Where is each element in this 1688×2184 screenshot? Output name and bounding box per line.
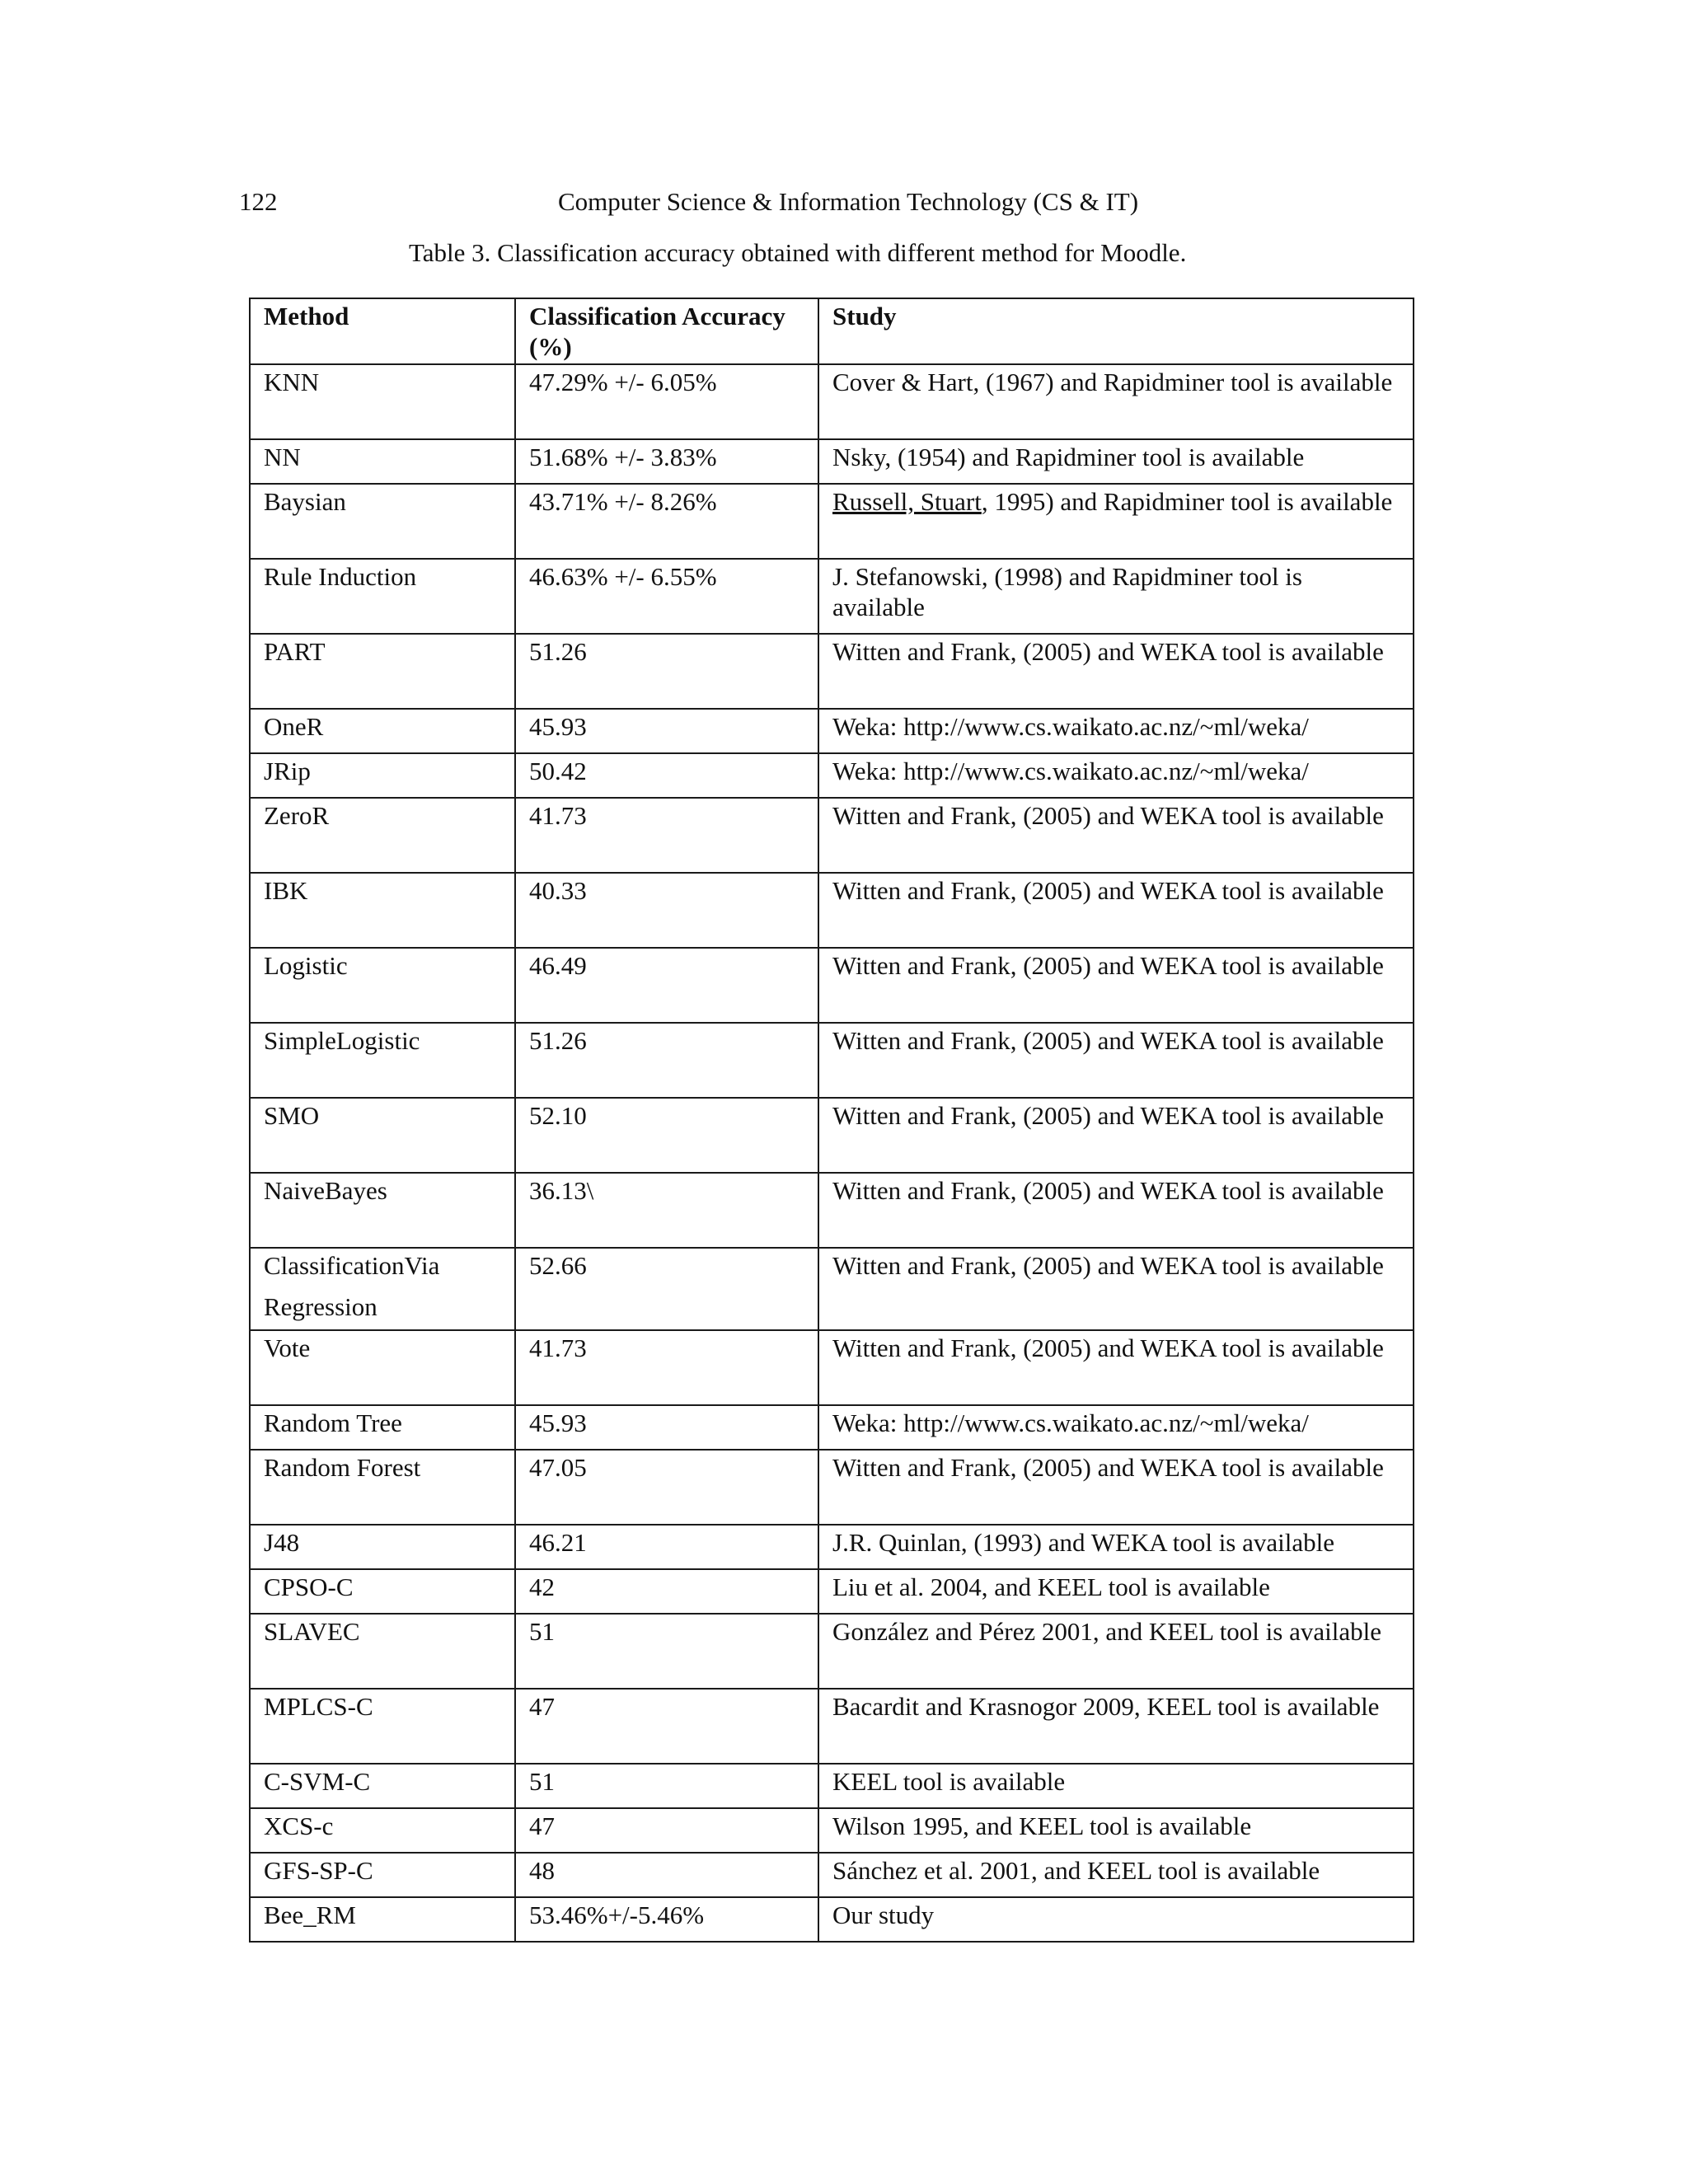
table-row	[250, 1098, 1414, 1173]
accuracy-cell: 47	[515, 1689, 818, 1764]
accuracy-cell: 41.73	[515, 798, 818, 873]
accuracy-cell: 40.33	[515, 873, 818, 948]
table-header-row	[250, 298, 1414, 364]
accuracy-cell: 51.26	[515, 634, 818, 709]
study-cell: Our study	[818, 1897, 1414, 1942]
table-caption: Table 3. Classification accuracy obtained with different method for Moodle.	[409, 238, 1187, 267]
accuracy-cell: 53.46%+/-5.46%	[515, 1897, 818, 1942]
table-row	[250, 1808, 1414, 1853]
method-cell: SMO	[250, 1098, 515, 1173]
method-cell: NN	[250, 439, 515, 484]
accuracy-cell: 46.21	[515, 1525, 818, 1569]
accuracy-cell: 51.26	[515, 1023, 818, 1098]
method-cell: PART	[250, 634, 515, 709]
method-cell: NaiveBayes	[250, 1173, 515, 1248]
accuracy-cell: 50.42	[515, 753, 818, 798]
table-row	[250, 1248, 1414, 1330]
method-cell: SimpleLogistic	[250, 1023, 515, 1098]
method-cell: Rule Induction	[250, 559, 515, 634]
method-cell: OneR	[250, 709, 515, 753]
accuracy-cell: 42	[515, 1569, 818, 1614]
method-cell	[250, 1248, 515, 1330]
table-row	[250, 873, 1414, 948]
accuracy-cell: 48	[515, 1853, 818, 1897]
table-row	[250, 1764, 1414, 1808]
table-row	[250, 1897, 1414, 1942]
table-row	[250, 559, 1414, 634]
table-row	[250, 753, 1414, 798]
method-cell: GFS-SP-C	[250, 1853, 515, 1897]
study-cell: Witten and Frank, (2005) and WEKA tool is available	[818, 1248, 1414, 1330]
method-cell: ZeroR	[250, 798, 515, 873]
table-row	[250, 1023, 1414, 1098]
study-cell: Cover & Hart, (1967) and Rapidminer tool is available	[818, 364, 1414, 439]
study-cell: Weka: http://www.cs.waikato.ac.nz/~ml/weka/	[818, 1405, 1414, 1450]
accuracy-cell: 47.05	[515, 1450, 818, 1525]
study-cell: Witten and Frank, (2005) and WEKA tool is available	[818, 1450, 1414, 1525]
study-cell: Witten and Frank, (2005) and WEKA tool is available	[818, 798, 1414, 873]
study-cell: Weka: http://www.cs.waikato.ac.nz/~ml/weka/	[818, 709, 1414, 753]
column-header-method: Method	[250, 298, 515, 364]
accuracy-cell: 43.71% +/- 8.26%	[515, 484, 818, 559]
study-reference-link[interactable]: Russell, Stuart	[832, 487, 982, 516]
method-cell: CPSO-C	[250, 1569, 515, 1614]
study-cell	[818, 484, 1414, 559]
accuracy-cell: 52.66	[515, 1248, 818, 1330]
method-text-line-2: Regression	[264, 1292, 377, 1321]
table-row	[250, 1569, 1414, 1614]
accuracy-cell: 51	[515, 1614, 818, 1689]
column-header-accuracy: Classification Accuracy (%)	[515, 298, 818, 364]
study-text: , 1995) and Rapidminer tool is available	[981, 487, 1393, 516]
table-row	[250, 634, 1414, 709]
results-table	[249, 298, 1414, 1943]
table-row	[250, 439, 1414, 484]
method-cell: J48	[250, 1525, 515, 1569]
study-cell: Bacardit and Krasnogor 2009, KEEL tool is available	[818, 1689, 1414, 1764]
table-row	[250, 1405, 1414, 1450]
accuracy-cell: 45.93	[515, 709, 818, 753]
accuracy-cell: 46.49	[515, 948, 818, 1023]
accuracy-cell: 52.10	[515, 1098, 818, 1173]
table-row	[250, 484, 1414, 559]
study-cell: Witten and Frank, (2005) and WEKA tool is available	[818, 1023, 1414, 1098]
method-cell: KNN	[250, 364, 515, 439]
method-cell: JRip	[250, 753, 515, 798]
accuracy-cell: 47.29% +/- 6.05%	[515, 364, 818, 439]
method-text-line-1: ClassificationVia	[264, 1251, 440, 1280]
table-row	[250, 1450, 1414, 1525]
study-cell: Witten and Frank, (2005) and WEKA tool is available	[818, 1173, 1414, 1248]
accuracy-cell: 51	[515, 1764, 818, 1808]
table-row	[250, 1689, 1414, 1764]
table-row	[250, 798, 1414, 873]
page-number: 122	[239, 187, 278, 216]
table-row	[250, 1525, 1414, 1569]
accuracy-cell: 46.63% +/- 6.55%	[515, 559, 818, 634]
table-row	[250, 709, 1414, 753]
accuracy-cell: 41.73	[515, 1330, 818, 1405]
method-cell: Logistic	[250, 948, 515, 1023]
study-cell: Liu et al. 2004, and KEEL tool is available	[818, 1569, 1414, 1614]
study-cell: Weka: http://www.cs.waikato.ac.nz/~ml/weka/	[818, 753, 1414, 798]
table-row	[250, 948, 1414, 1023]
method-cell: C-SVM-C	[250, 1764, 515, 1808]
accuracy-cell: 45.93	[515, 1405, 818, 1450]
study-cell: J. Stefanowski, (1998) and Rapidminer tool is available	[818, 559, 1414, 634]
table-row	[250, 1330, 1414, 1405]
method-cell: Random Tree	[250, 1405, 515, 1450]
method-cell: MPLCS-C	[250, 1689, 515, 1764]
study-cell: Witten and Frank, (2005) and WEKA tool is available	[818, 873, 1414, 948]
study-cell: Witten and Frank, (2005) and WEKA tool is available	[818, 1098, 1414, 1173]
method-cell: SLAVEC	[250, 1614, 515, 1689]
method-cell: Random Forest	[250, 1450, 515, 1525]
table-row	[250, 1614, 1414, 1689]
study-cell: Witten and Frank, (2005) and WEKA tool is available	[818, 634, 1414, 709]
study-cell: Witten and Frank, (2005) and WEKA tool is available	[818, 948, 1414, 1023]
accuracy-cell: 51.68% +/- 3.83%	[515, 439, 818, 484]
study-cell: Wilson 1995, and KEEL tool is available	[818, 1808, 1414, 1853]
method-cell: IBK	[250, 873, 515, 948]
running-title: Computer Science & Information Technology (CS & IT)	[557, 187, 1139, 216]
accuracy-cell: 36.13\	[515, 1173, 818, 1248]
study-cell: Nsky, (1954) and Rapidminer tool is available	[818, 439, 1414, 484]
study-cell: KEEL tool is available	[818, 1764, 1414, 1808]
method-cell: XCS-c	[250, 1808, 515, 1853]
table-row	[250, 1853, 1414, 1897]
accuracy-cell: 47	[515, 1808, 818, 1853]
column-header-study: Study	[818, 298, 1414, 364]
table-row	[250, 1173, 1414, 1248]
page-header	[239, 183, 1447, 221]
study-cell: Witten and Frank, (2005) and WEKA tool is available	[818, 1330, 1414, 1405]
method-cell: Baysian	[250, 484, 515, 559]
table-row	[250, 364, 1414, 439]
study-cell: Sánchez et al. 2001, and KEEL tool is available	[818, 1853, 1414, 1897]
study-cell: J.R. Quinlan, (1993) and WEKA tool is available	[818, 1525, 1414, 1569]
method-cell: Bee_RM	[250, 1897, 515, 1942]
study-cell: González and Pérez 2001, and KEEL tool is available	[818, 1614, 1414, 1689]
method-cell: Vote	[250, 1330, 515, 1405]
